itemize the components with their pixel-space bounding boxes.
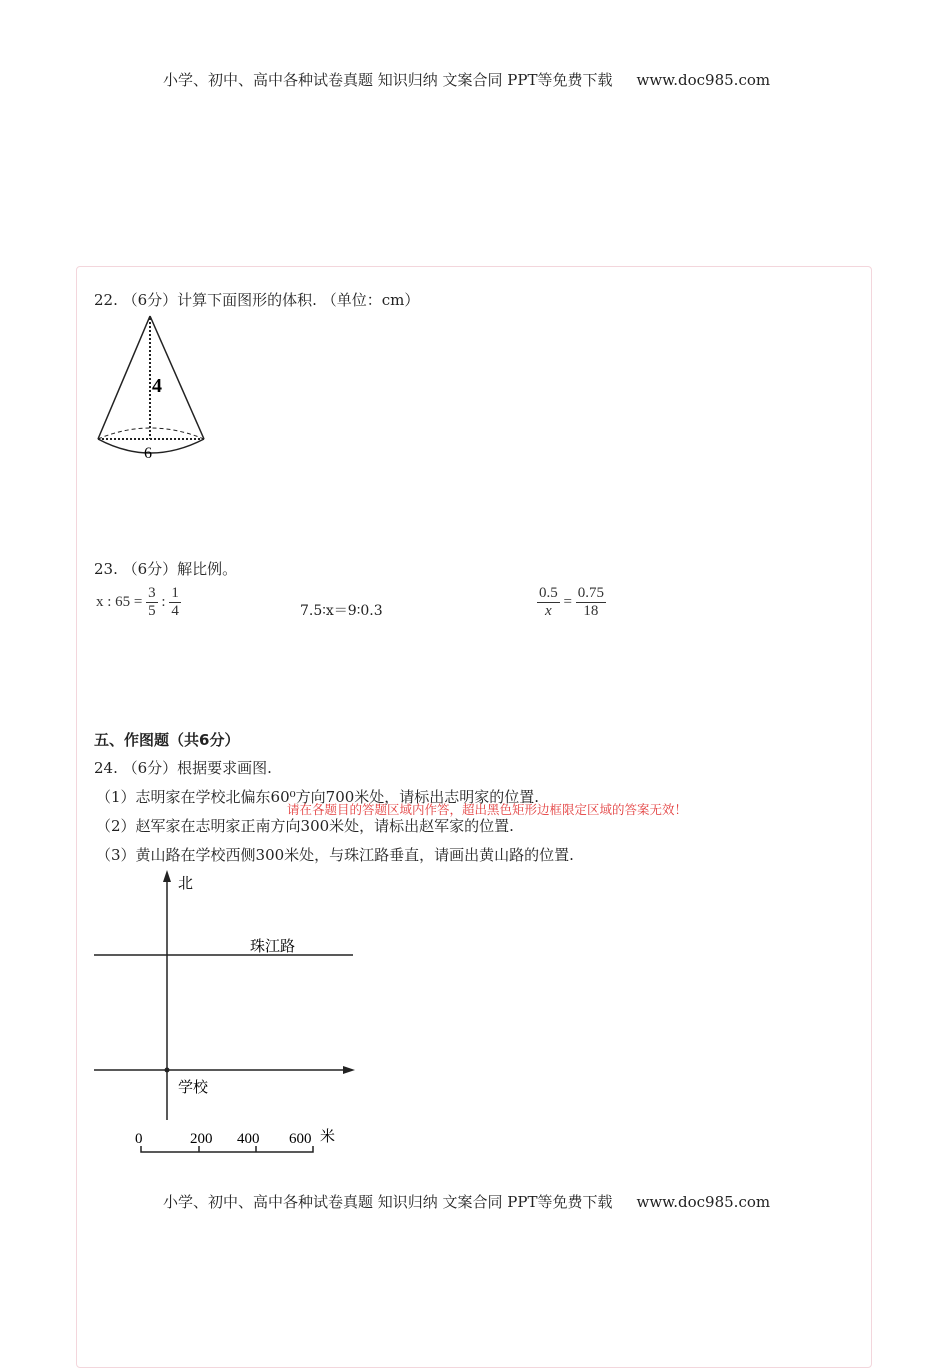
page-footer xyxy=(163,1191,770,1212)
answer-notice: 请在各题目的答题区域内作答，超出黑色矩形边框限定区域的答案无效！ xyxy=(287,802,688,817)
school-label: 学校 xyxy=(178,1078,209,1096)
road-label: 珠江路 xyxy=(250,937,296,955)
equation-1 xyxy=(96,585,181,620)
scale-400: 400 xyxy=(237,1131,260,1147)
q24-item-2: （2）赵军家在志明家正南方向300米处，请标出赵军家的位置. xyxy=(96,817,514,835)
map-diagram xyxy=(90,868,370,1158)
height-label: 4 xyxy=(152,375,162,397)
section5-title: 五、作图题（共6分） xyxy=(94,731,240,749)
eq1-sep: : xyxy=(161,593,166,610)
footer-url[interactable]: www.doc985.com xyxy=(636,1193,771,1211)
scale-200: 200 xyxy=(190,1131,213,1147)
north-label: 北 xyxy=(178,874,194,892)
eq1-a-den: 5 xyxy=(148,603,156,619)
scale-0: 0 xyxy=(135,1131,143,1147)
footer-text: 小学、初中、高中各种试卷真题 知识归纳 文案合同 PPT等免费下载 xyxy=(163,1193,613,1211)
q22-title: 22. （6分）计算下面图形的体积. （单位：cm） xyxy=(94,291,420,309)
header-url[interactable]: www.doc985.com xyxy=(636,71,771,89)
eq3-equals: = xyxy=(563,593,572,610)
eq3-r-num: 0.75 xyxy=(577,585,604,601)
q24-item-3: （3）黄山路在学校西侧300米处，与珠江路垂直，请画出黄山路的位置. xyxy=(96,846,574,864)
eq3-r-den: 18 xyxy=(583,603,599,619)
q24-title: 24. （6分）根据要求画图. xyxy=(94,759,272,777)
q23-title: 23. （6分）解比例。 xyxy=(94,560,238,578)
equation-2: 7.5∶x＝9∶0.3 xyxy=(300,603,383,619)
eq1-left: x : 65 = xyxy=(96,593,143,610)
cone-figure xyxy=(94,312,214,462)
page-header xyxy=(163,69,770,90)
eq1-b-num: 1 xyxy=(171,585,179,601)
equation-3 xyxy=(537,585,606,620)
scale-unit: 米 xyxy=(320,1127,336,1145)
eq3-l-num: 0.5 xyxy=(539,585,558,601)
eq3-l-den: x xyxy=(545,603,552,619)
header-text: 小学、初中、高中各种试卷真题 知识归纳 文案合同 PPT等免费下载 xyxy=(163,71,613,89)
scale-600: 600 xyxy=(289,1131,312,1147)
eq1-a-num: 3 xyxy=(148,585,156,601)
eq1-b-den: 4 xyxy=(171,603,179,619)
q24-item-1: （1）志明家在学校北偏东60⁰方向700米处，请标出志明家的位置. xyxy=(96,788,540,806)
diameter-label: 6 xyxy=(144,445,152,462)
